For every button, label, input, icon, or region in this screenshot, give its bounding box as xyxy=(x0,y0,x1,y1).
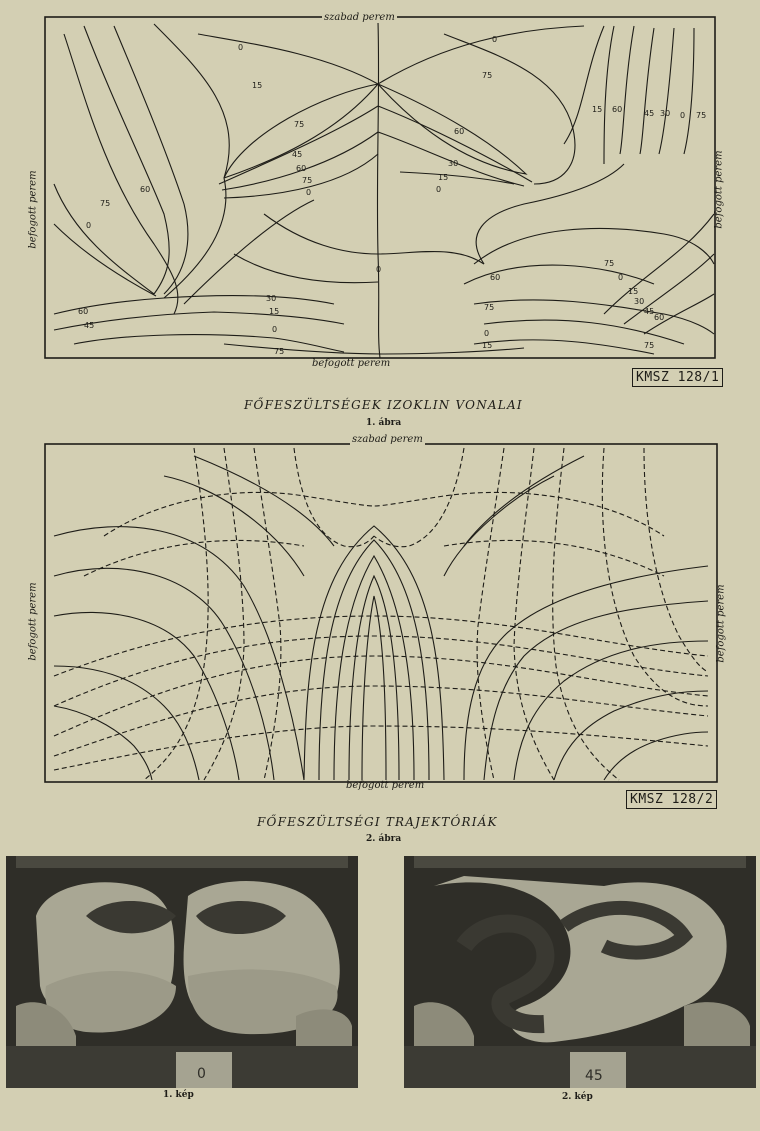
contour-label: 0 xyxy=(376,265,382,274)
contour-label: 60 xyxy=(454,127,465,136)
contour-label: 0 xyxy=(238,43,244,52)
contour-label: 30 xyxy=(448,159,459,168)
figure-subtitle: 1. ábra xyxy=(366,418,402,428)
figure-code: KMSZ 128/1 xyxy=(632,368,723,387)
contour-label: 75 xyxy=(294,120,305,129)
photo-caption: 2. kép xyxy=(562,1092,593,1102)
contour-label: 60 xyxy=(654,313,665,322)
contour-label: 0 xyxy=(484,329,490,338)
contour-label: 75 xyxy=(604,259,615,268)
plate-value: 0 xyxy=(197,1066,206,1082)
trajectory-figure xyxy=(27,434,727,791)
solid-trajectories xyxy=(54,456,708,780)
contour-label: 60 xyxy=(140,185,151,194)
photo-caption: 1. kép xyxy=(163,1090,194,1100)
contour-label: 45 xyxy=(292,150,303,159)
contour-label: 75 xyxy=(484,303,495,312)
contour-label: 15 xyxy=(482,341,493,350)
edge-label-top: szabad perem xyxy=(352,434,423,445)
contour-label: 45 xyxy=(84,321,95,330)
edge-label-bottom: befogott perem xyxy=(346,780,425,791)
plate-value: 45 xyxy=(585,1068,603,1084)
figure-code: KMSZ 128/2 xyxy=(626,790,717,809)
contour-label: 0 xyxy=(436,185,442,194)
contour-label: 0 xyxy=(492,35,498,44)
trajectory-plot xyxy=(44,436,718,786)
edge-label-left: befogott perem xyxy=(27,582,39,661)
contour-label: 30 xyxy=(660,109,671,118)
contour-label: 60 xyxy=(490,273,501,282)
contour-label: 15 xyxy=(269,307,280,316)
contour-label: 15 xyxy=(252,81,263,90)
contour-label: 60 xyxy=(612,105,623,114)
contour-label: 15 xyxy=(438,173,449,182)
contour-label: 30 xyxy=(266,294,277,303)
isoclinic-figure xyxy=(27,12,725,369)
contour-label: 45 xyxy=(644,307,655,316)
contour-label: 75 xyxy=(696,111,707,120)
figure-title: FŐFESZÜLTSÉGI TRAJEKTÓRIÁK xyxy=(257,815,498,829)
figure-subtitle: 2. ábra xyxy=(366,834,402,844)
edge-label-right: befogott perem xyxy=(713,150,725,229)
photo-2 xyxy=(404,856,756,1088)
contour-label: 15 xyxy=(628,287,639,296)
contour-label: 0 xyxy=(680,111,686,120)
contour-label: 0 xyxy=(272,325,278,334)
edge-label-left: befogott perem xyxy=(27,170,39,249)
edge-label-top: szabad perem xyxy=(324,12,395,23)
figure-title: FŐFESZÜLTSÉGEK IZOKLIN VONALAI xyxy=(244,398,523,412)
edge-label-bottom: befogott perem xyxy=(312,358,391,369)
contour-label: 75 xyxy=(482,71,493,80)
photo-1 xyxy=(6,856,358,1088)
contour-label: 60 xyxy=(296,164,307,173)
contour-label: 75 xyxy=(644,341,655,350)
isoclinic-contour-plot xyxy=(44,14,716,360)
contour-label: 75 xyxy=(274,347,285,356)
contour-label: 30 xyxy=(634,297,645,306)
contour-label: 0 xyxy=(86,221,92,230)
contour-label: 75 xyxy=(302,176,313,185)
contour-label: 15 xyxy=(592,105,603,114)
contour-label: 0 xyxy=(618,273,624,282)
contour-label: 45 xyxy=(644,109,655,118)
contour-label: 60 xyxy=(78,307,89,316)
edge-label-right: befogott perem xyxy=(715,584,727,663)
contour-label: 0 xyxy=(306,188,312,197)
contour-label: 75 xyxy=(100,199,111,208)
